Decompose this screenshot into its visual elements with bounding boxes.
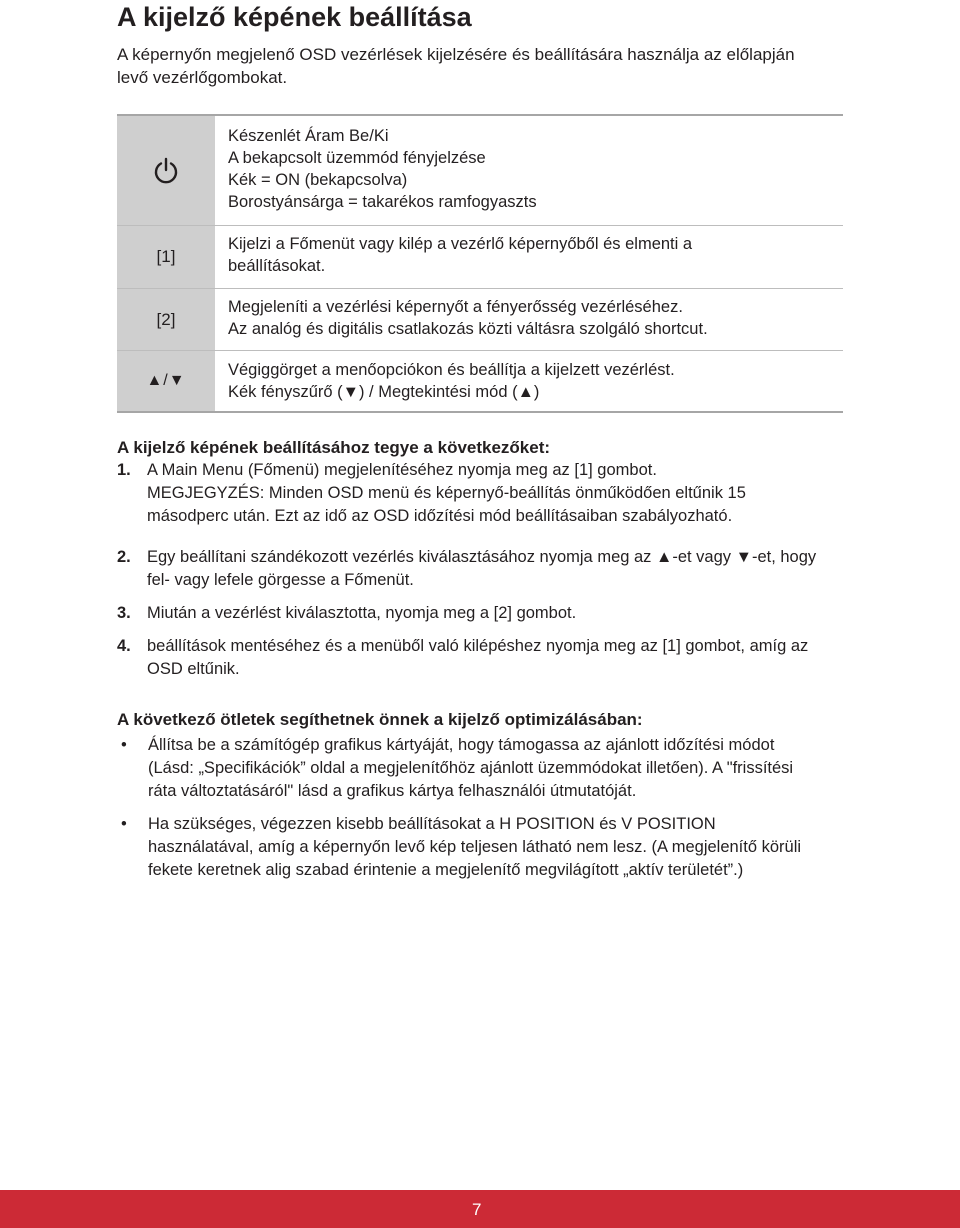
step-text: Miután a vezérlést kiválasztotta, nyomja meg a [2] gombot. <box>147 604 577 622</box>
tip-text: Ha szükséges, végezzen kisebb beállításokat a H POSITION és V POSITION használatával, amíg a képernyőn levő kép teljesen látható nem lesz. (A megjelenítő körüli fekete keretnek alig szabad érintenie a megjelenítő megvilágított „aktív területét”.) <box>148 815 802 879</box>
desc-line: Megjeleníti a vezérlési képernyőt a fényerősség vezérléséhez. <box>228 298 683 316</box>
footer-bar <box>0 1190 960 1228</box>
step-number: 4. <box>117 637 131 655</box>
steps-section <box>117 436 817 681</box>
control-row-power <box>117 116 843 225</box>
tips-section <box>117 708 817 882</box>
tip-item <box>117 734 817 803</box>
control-row-key2 <box>117 288 843 350</box>
step-main-text: A Main Menu (Főmenü) megjelenítéséhez nyomja meg az [1] gombot. <box>147 461 657 479</box>
control-row-arrows <box>117 350 843 411</box>
desc-line: Készenlét Áram Be/Ki <box>228 127 389 145</box>
step-number: 1. <box>117 461 131 479</box>
step-text: Egy beállítani szándékozott vezérlés kiválasztásához nyomja meg az ▲-et vagy ▼-et, hogy fel- vagy lefele görgesse a Főmenüt. <box>147 548 817 589</box>
power-icon <box>117 116 215 225</box>
key2-label: [2] <box>117 289 215 350</box>
control-desc-power <box>215 116 843 225</box>
desc-line: Az analóg és digitális csatlakozás közti váltásra szolgáló shortcut. <box>228 320 708 338</box>
steps-heading: A kijelző képének beállításához tegye a következőket: <box>117 438 551 457</box>
desc-line: Kék fényszűrő (▼) / Megtekintési mód (▲) <box>228 383 540 401</box>
tips-heading: A következő ötletek segíthetnek önnek a kijelző optimizálásában: <box>117 710 643 729</box>
step-item <box>117 546 817 592</box>
desc-line: Végiggörget a menőopciókon és beállítja a kijelzett vezérlést. <box>228 361 675 379</box>
page-title: A kijelző képének beállítása <box>117 2 472 32</box>
desc-line: beállításokat. <box>228 257 326 275</box>
controls-table <box>117 114 843 413</box>
intro-paragraph: A képernyőn megjelenő OSD vezérlések kijelzésére és beállítására használja az előlapján levő vezérlőgombokat. <box>117 45 795 87</box>
key1-label: [1] <box>117 226 215 288</box>
bullet-icon: • <box>121 736 127 754</box>
control-row-key1 <box>117 225 843 288</box>
control-desc-key2 <box>215 289 843 350</box>
step-number: 3. <box>117 604 131 622</box>
page-number: 7 <box>472 1200 482 1219</box>
desc-line: A bekapcsolt üzemmód fényjelzése <box>228 149 486 167</box>
step-note: MEGJEGYZÉS: Minden OSD menü és képernyő-beállítás önműködően eltűnik 15 másodperc után. Ezt az idő az OSD időzítési mód beállításaiban szabályozható. <box>147 484 746 525</box>
desc-line: Kijelzi a Főmenüt vagy kilép a vezérlő képernyőből és elmenti a <box>228 235 693 253</box>
step-item <box>117 602 817 625</box>
desc-line: Kék = ON (bekapcsolva) <box>228 171 408 189</box>
step-number: 2. <box>117 548 131 566</box>
step-item <box>117 635 817 681</box>
step-text: beállítások mentéséhez és a menüből való kilépéshez nyomja meg az [1] gombot, amíg az OSD eltűnik. <box>147 637 809 678</box>
step-item <box>117 459 817 528</box>
desc-line: Borostyánsárga = takarékos ramfogyaszts <box>228 193 537 211</box>
tip-item <box>117 813 817 882</box>
arrow-keys-label: ▲/▼ <box>117 351 215 411</box>
control-desc-arrows <box>215 351 843 411</box>
control-desc-key1 <box>215 226 843 288</box>
step-text <box>147 459 817 528</box>
tip-text: Állítsa be a számítógép grafikus kártyáját, hogy támogassa az ajánlott időzítési módot (Lásd: „Specifikációk” oldal a megjelenítőhöz ajánlott üzemmódokat illetően). A "frissítési ráta változtatásáról" lásd a grafikus kártya felhasználói útmutatóját. <box>148 736 794 800</box>
bullet-icon: • <box>121 815 127 833</box>
